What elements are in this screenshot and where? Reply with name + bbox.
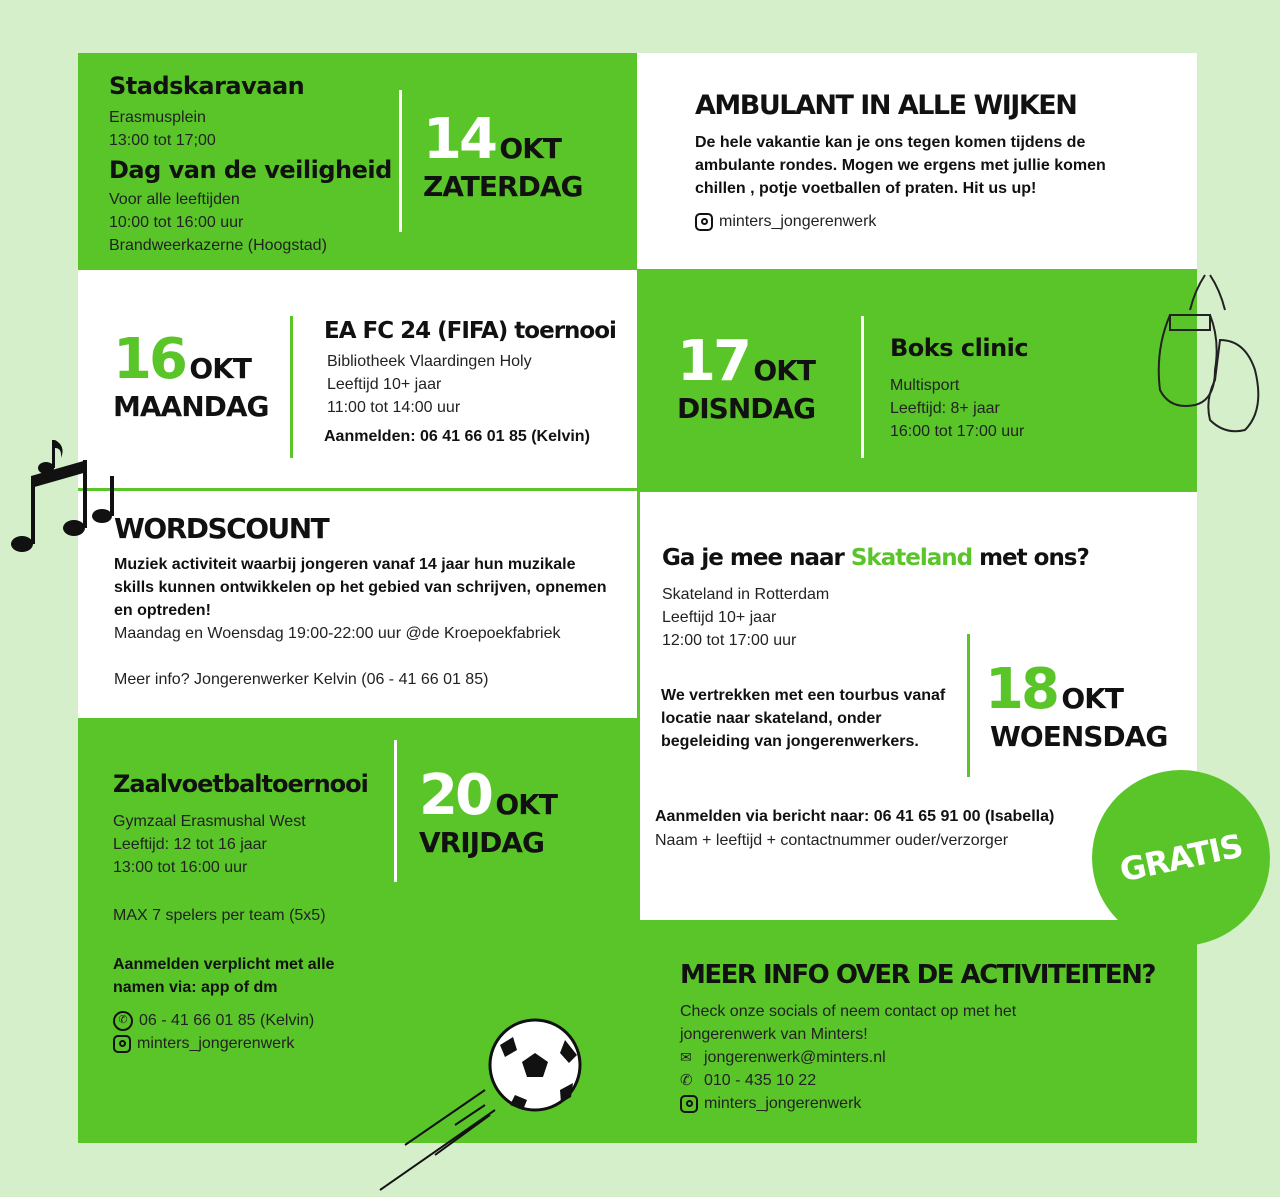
whatsapp-icon: ✆ bbox=[113, 1011, 133, 1031]
event-title: Dag van de veiligheid bbox=[109, 156, 392, 184]
event-title: Stadskaravaan bbox=[109, 72, 305, 100]
date-17 bbox=[677, 329, 816, 425]
date-day: 17 bbox=[677, 329, 749, 394]
title-highlight: Skateland bbox=[850, 545, 973, 571]
date-weekday: ZATERDAG bbox=[423, 170, 583, 203]
date-day: 16 bbox=[113, 327, 185, 392]
event-age: Leeftijd: 12 tot 16 jaar bbox=[113, 836, 267, 853]
instagram-icon bbox=[695, 213, 713, 231]
whatsapp-number: 06 - 41 66 01 85 (Kelvin) bbox=[139, 1012, 315, 1029]
event-age: Leeftijd 10+ jaar bbox=[662, 609, 777, 626]
event-signup: Aanmelden: 06 41 66 01 85 (Kelvin) bbox=[324, 428, 590, 445]
boxing-gloves-icon bbox=[1150, 270, 1270, 440]
info-section bbox=[680, 960, 1160, 1115]
date-weekday: VRIJDAG bbox=[419, 826, 544, 859]
event-time: 11:00 tot 14:00 uur bbox=[327, 399, 461, 416]
email-link[interactable] bbox=[680, 1046, 1160, 1069]
event-location: Skateland in Rotterdam bbox=[662, 586, 830, 603]
phone-number: 010 - 435 10 22 bbox=[704, 1072, 817, 1089]
event-location: Multisport bbox=[890, 377, 960, 394]
event-time: 12:00 tot 17:00 uur bbox=[662, 632, 797, 649]
whatsapp-link[interactable] bbox=[113, 1009, 383, 1032]
section-body: De hele vakantie kan je ons tegen komen tijdens de ambulante rondes. Mogen we ergens met jullie komen chillen , potje voetballen of praten. Hit us up! bbox=[695, 134, 1106, 197]
event-18 bbox=[662, 545, 1182, 652]
soccer-ball-icon bbox=[375, 1015, 585, 1195]
event-time: 13:00 tot 17;00 bbox=[109, 132, 216, 149]
wordscount-section bbox=[114, 512, 614, 691]
date-month: OKT bbox=[189, 352, 251, 385]
event-location: Brandweerkazerne (Hoogstad) bbox=[109, 237, 327, 254]
ambulant-section bbox=[695, 90, 1155, 233]
date-weekday: WOENSDAG bbox=[990, 720, 1168, 753]
section-title: WORDSCOUNT bbox=[114, 512, 329, 545]
instagram-icon bbox=[113, 1035, 131, 1053]
event-14 bbox=[109, 72, 392, 257]
divider bbox=[861, 316, 864, 458]
divider bbox=[118, 488, 637, 491]
event-title bbox=[662, 545, 1182, 571]
event-title: EA FC 24 (FIFA) toernooi bbox=[324, 318, 616, 344]
section-schedule: Maandag en Woensdag 19:00-22:00 uur @de Kroepoekfabriek bbox=[114, 625, 561, 642]
instagram-link[interactable] bbox=[680, 1092, 1160, 1115]
event-age: Voor alle leeftijden bbox=[109, 191, 240, 208]
date-day: 14 bbox=[423, 107, 495, 172]
email-address: jongerenwerk@minters.nl bbox=[704, 1049, 886, 1066]
event-17 bbox=[890, 334, 1090, 443]
event-age: Leeftijd 10+ jaar bbox=[327, 376, 442, 393]
event-20 bbox=[113, 770, 383, 1055]
date-20 bbox=[419, 763, 557, 859]
date-day: 18 bbox=[985, 657, 1057, 722]
event-16 bbox=[324, 318, 624, 448]
event-time: 10:00 tot 16:00 uur bbox=[109, 214, 244, 231]
title-part: Ga je mee naar bbox=[662, 545, 851, 571]
date-16 bbox=[113, 327, 269, 423]
phone-link[interactable] bbox=[680, 1069, 1160, 1092]
divider bbox=[290, 316, 293, 458]
divider bbox=[399, 90, 402, 232]
date-month: OKT bbox=[495, 788, 557, 821]
date-14 bbox=[423, 107, 583, 203]
instagram-link[interactable] bbox=[113, 1032, 383, 1055]
event-title: Boks clinic bbox=[890, 334, 1029, 362]
event-location: Bibliotheek Vlaardingen Holy bbox=[327, 353, 532, 370]
date-month: OKT bbox=[753, 354, 815, 387]
instagram-link[interactable] bbox=[695, 210, 1155, 233]
divider bbox=[394, 740, 397, 882]
mail-icon: ✉ bbox=[680, 1049, 692, 1065]
section-title: MEER INFO OVER DE ACTIVITEITEN? bbox=[680, 960, 1155, 990]
gratis-label: GRATIS bbox=[1116, 826, 1246, 890]
date-weekday: MAANDAG bbox=[113, 390, 269, 423]
event-location: Gymzaal Erasmushal West bbox=[113, 813, 306, 830]
event-max: MAX 7 spelers per team (5x5) bbox=[113, 907, 326, 924]
date-day: 20 bbox=[419, 763, 491, 828]
event-18-body: We vertrekken met een tourbus vanaf locatie naar skateland, onder begeleiding van jongerenwerkers. bbox=[661, 687, 946, 750]
instagram-icon bbox=[680, 1095, 698, 1113]
title-part: met ons? bbox=[972, 545, 1089, 571]
event-signup: Aanmelden via bericht naar: 06 41 65 91 00 (Isabella) bbox=[655, 808, 1055, 825]
instagram-handle: minters_jongerenwerk bbox=[719, 213, 877, 230]
event-time: 13:00 tot 16:00 uur bbox=[113, 859, 248, 876]
date-weekday: DISNDAG bbox=[677, 392, 816, 425]
phone-icon: ✆ bbox=[680, 1072, 693, 1089]
date-month: OKT bbox=[499, 132, 561, 165]
section-body: Check onze socials of neem contact op met het jongerenwerk van Minters! bbox=[680, 1003, 1017, 1043]
section-info: Meer info? Jongerenwerker Kelvin (06 - 41 66 01 85) bbox=[114, 671, 489, 688]
date-month: OKT bbox=[1061, 682, 1123, 715]
divider bbox=[967, 634, 970, 777]
music-notes-icon bbox=[6, 436, 114, 556]
event-location: Erasmusplein bbox=[109, 109, 206, 126]
date-18 bbox=[985, 657, 1168, 753]
event-signup: Aanmelden verplicht met alle namen via: app of dm bbox=[113, 956, 335, 996]
instagram-handle: minters_jongerenwerk bbox=[137, 1035, 295, 1052]
section-body: Muziek activiteit waarbij jongeren vanaf 14 jaar hun muzikale skills kunnen ontwikkelen op het gebied van schrijven, opnemen en optreden! bbox=[114, 556, 607, 619]
gratis-badge bbox=[1092, 770, 1270, 946]
section-title: AMBULANT IN ALLE WIJKEN bbox=[695, 90, 1077, 121]
event-title: Zaalvoetbaltoernooi bbox=[113, 770, 368, 798]
event-time: 16:00 tot 17:00 uur bbox=[890, 423, 1025, 440]
event-age: Leeftijd: 8+ jaar bbox=[890, 400, 1000, 417]
event-signup-note: Naam + leeftijd + contactnummer ouder/verzorger bbox=[655, 832, 1009, 849]
instagram-handle: minters_jongerenwerk bbox=[704, 1095, 862, 1112]
